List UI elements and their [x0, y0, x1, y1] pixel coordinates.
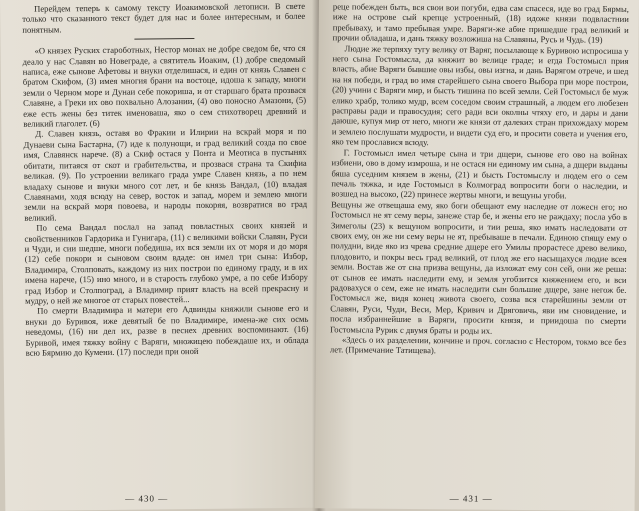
text-paragraph: Вещуны же отвещаша ему, яко боги обещают ему наследие от ложесн его; но Гостомысл не ят сему веры, занеже стар бе, и жены его не раждаху; посла убо в Зимеголы (23) к вещуном вопросити, и тии реша, яко имать наследовати от своих ему, он же ни сему веры не ят, пребываше в печали. Единою спящу ему о полудни, виде яко из чрева средние дщере его Умилы прорастесе древо велико, плодовито, и покры весь град великий, от плод же его насыщахуся людие всея земли. Востав же от сна призва вещуны, да изложат ему сон сей, они же реша: от сынов ее имать наследити ему, и земля угобзится княжением его, и вси радовахуся о сем, еже не имать наследити сын большие дщере, зане негож бе. Гостомысл же, видя конец живота своего, созва вся старейшины земли от Славян, Руси, Чуди, Веси, Мер, Кривич и Дряговичь, яви им сновидение, и посла избраннейшие в Варяги, просити князя, и приидоша по смерти Гостомысла Рурик с двумя браты и роды их. [330, 199, 628, 336]
text-paragraph: Людие же терпяху тугу велику от Варяг, посылающе к Буривою испросиша у него сына Гостомысла, да княжит во велице граде; и егда Гостомысл прия власть, абие Варяги бывшие овы избы, овы изгна, и дань Варягом отрече, и шед на ня победи, и град во имя старейшего сына своего Выбора при море построи, (20) учини с Варяги мир, и бысть тишина по всей земли. Сей Гостомысл бе муж елико храбр, толико мудр, всем соседом своим страшный, а людем его любезен расправы ради и правосудия; сего ради вси околны чтяху его, и дары и дани даюше, купуя мир от него, многи же князи от далеких стран прихождаху морем и землею послушати мудрости, и видети суд его, и просити совета и учения его, яко тем прославися всюду. [331, 43, 629, 148]
page-number: — 430 — [125, 492, 169, 504]
text-paragraph: Г. Гостомысл имел четыре сына и три дщери, сынове его ово на войнах избиени, ово в дому измроша, и не остася ни единому им сына, а дщери выданы бяша суседним князем в жены, (21) и бысть Гостомыслу и людем его о сем печаль тяжка, и иде Гостомысл в Колмоград вопросити боги о наследии, и возшед на высоко, (22) принесе жертвы многи, и вещуны угоби. [331, 147, 628, 201]
text-paragraph: По смерти Владимира и матери его Адвинды княжили сынове его и внуки до Буривоя, иже девятый бе по Владимире, имена-же сих осмь неведомы, (16) ни дел их, разве в песнех древних воспоминают. (16) Буривой, имея тяжку войну с Варяги, множицею побеждаше их, и облада всю Бярмию до Кумени. (17) последи при оной [25, 303, 309, 358]
text-paragraph: По сема Вандал послал на запад повластных своих князей и свойственников Гардорика и Гунигара, (11) с великими войски Славян, Руси и Чуди, и сии шедше, многи победиша, их вся земли их от моря и до моря (12) себе покори и сыновом своим вдаде: он имел три сына: Избор, Владимира, Столповать, каждому из них построи по единому граду, и в их имена нарече, (15) ино много, и в старость глубоко умре, а по себе Избору град Избор и Столпоград, а Владимир прият власть на всей прекрасну и мудру, о ней же многое от старых повестей... [24, 219, 309, 306]
text-paragraph: Д. Славен князь, оставя во Фракии и Илирии на вскрай моря и по Дунаеви сына Бастарна, (7) иде к полунощи, и град великий созда по свое имя, Славянск нарече. (8) а Скиф остася у Понта и Меотиса в пустынях обитати, питаяся от скот и грабительства, и прозвася страна та Скифиа великая. (9). По устроении великаго града умре Славен князь, а по нем владаху сынове и внуки много сот лет, и бе князь Вандал, (10) владая Славянами, ходя всюду на север, восток и запад, морем и землею многи земли на вскрай моря повоева, и народы покоряя, возвратися во град великий. [23, 126, 308, 223]
right-page [315, 0, 639, 511]
intro-paragraph: Перейдем теперь к самому тексту Иоакимовской летописи. В свете только что сказанного текст будет для нас и более интересным, и более понятным. [22, 0, 306, 35]
section-divider [134, 38, 194, 40]
text-paragraph: «О князех Руских староботных, Нестор монах не добре сведом бе, что ся деало у нас Славян во Новеграде, а святитель Иоаким, (1) добре сведомый написа, еже сынове Афетовы и внуки отделишася, и един от князь Славен с братом Скифом, (3) имея многия брани на востоце, идоша к западу, многи земли о Черном море и Дунаи себе покориша, и от старшаго брата прозвася Славяне, а Греки их ово похвально Алозании, (4) ово поносно Амазони, (5) еже есть жены без титек именоваша, яко о сем стихотворец древний и великий глаголет. (6) [22, 43, 307, 129]
page-number: — 431 — [449, 492, 493, 504]
text-paragraph: реце побежден быть, вся свои вои погуби, едва сам спасеся, иде во град Бярмы, иже на острове сый крепце устроенный, (18) идоже князи подвластнии пребываху, и тамо пребывая умре. Варяги-же абие пришедше град великий и прочии обладаша, и дань тяжку возложиша на Славяны, Русь и Чудь. (19) [332, 1, 629, 45]
footnote-paragraph: «Здесь о их разделении, кончине и проч. согласно с Нестором, токмо все без лет. (Примечание Татищева). [329, 334, 627, 356]
